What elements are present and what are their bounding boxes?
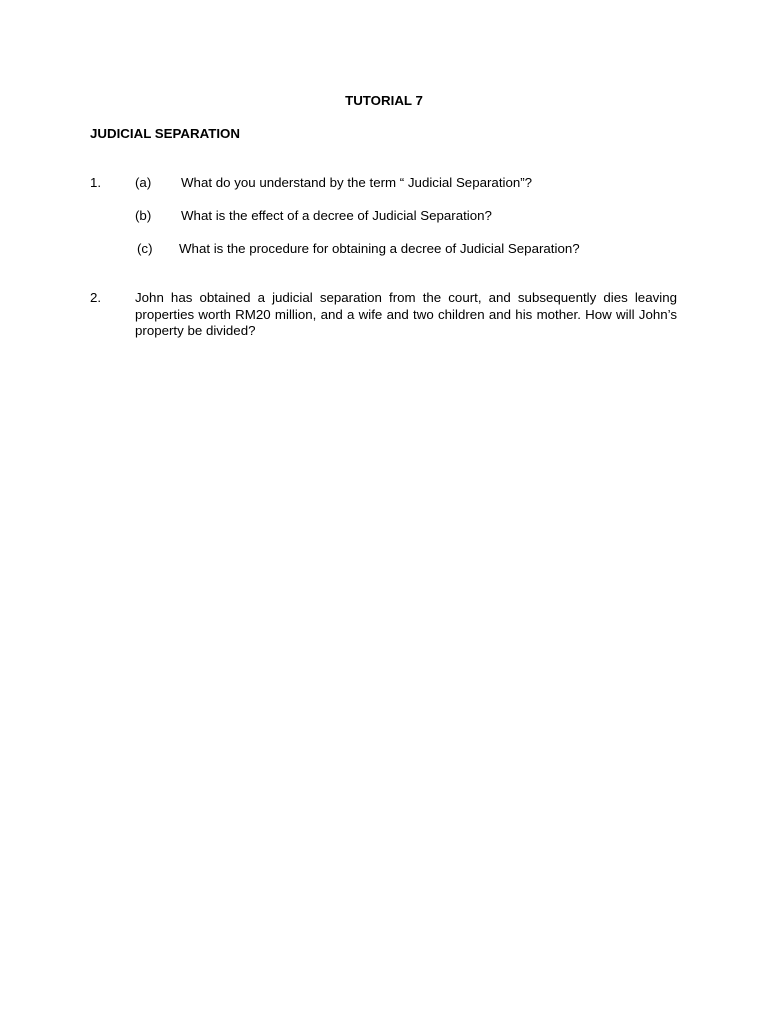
question-2-number: 2.: [90, 290, 102, 305]
question-1b-text: What is the effect of a decree of Judicial Separation?: [181, 208, 492, 223]
question-1b-label: (b): [135, 208, 152, 223]
question-1c-label: (c): [137, 241, 153, 256]
question-1a-label: (a): [135, 175, 152, 190]
section-heading: JUDICIAL SEPARATION: [90, 126, 240, 141]
question-1c-text: What is the procedure for obtaining a decree of Judicial Separation?: [179, 241, 580, 256]
document-title: TUTORIAL 7: [345, 93, 423, 108]
question-2-text: John has obtained a judicial separation from the court, and subsequently dies leaving properties worth RM20 million, and a wife and two children and his mother. How will John’s property be divided?: [135, 290, 677, 338]
question-1-number: 1.: [90, 175, 102, 190]
question-1a-text: What do you understand by the term “ Judicial Separation”?: [181, 175, 533, 190]
